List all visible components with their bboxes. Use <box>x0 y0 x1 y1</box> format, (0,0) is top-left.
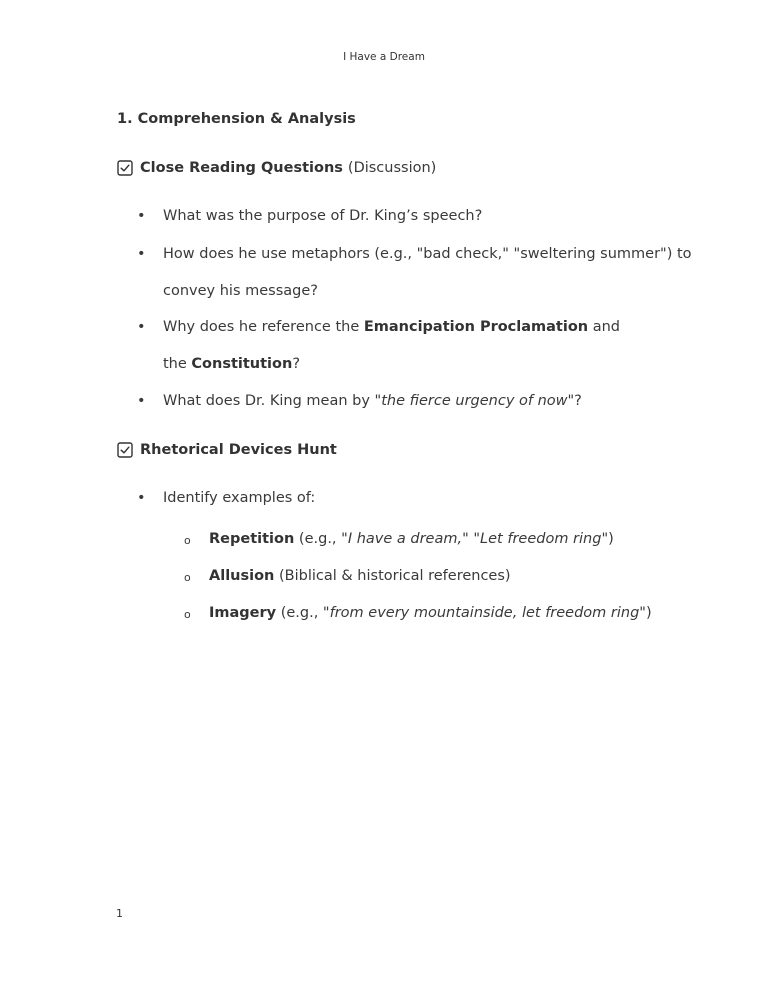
rhetorical-title: Rhetorical Devices Hunt <box>140 442 337 458</box>
close-reading-title: Close Reading Questions <box>140 160 343 176</box>
document-header-title: I Have a Dream <box>343 51 425 63</box>
question-reference-line1: Why does he reference the Emancipation Proclamation and <box>163 319 621 335</box>
emancipation-proclamation: Emancipation Proclamation <box>363 319 589 335</box>
bullet-marker: • <box>137 208 146 224</box>
close-reading-note: (Discussion) <box>347 160 437 176</box>
question-metaphors-line1: How does he use metaphors (e.g., "bad check," "sweltering summer") to <box>163 246 692 262</box>
question-purpose: What was the purpose of Dr. King’s speech? <box>163 208 483 224</box>
rhetorical-heading <box>117 442 337 458</box>
question-reference-line2: the Constitution? <box>163 356 301 372</box>
page-number: 1 <box>116 907 123 920</box>
bullet-marker: • <box>137 246 146 262</box>
bullet-marker: • <box>137 319 146 335</box>
identify-examples: Identify examples of: <box>163 490 316 506</box>
device-repetition: Repetition (e.g., "I have a dream," "Let freedom ring") <box>209 531 614 547</box>
bullet-marker: • <box>137 490 146 506</box>
question-urgency: What does Dr. King mean by "the fierce urgency of now"? <box>163 393 582 409</box>
sub-bullet-marker: o <box>184 534 191 547</box>
checkbox-checked-icon <box>117 160 133 176</box>
section-heading: 1. Comprehension & Analysis <box>117 111 356 127</box>
bullet-marker: • <box>137 393 146 409</box>
sub-bullet-marker: o <box>184 571 191 584</box>
question-metaphors-line2: convey his message? <box>163 283 318 299</box>
close-reading-heading <box>117 160 436 176</box>
constitution: Constitution <box>191 356 293 372</box>
urgency-quote: the fierce urgency of now <box>381 393 568 409</box>
device-imagery: Imagery (e.g., "from every mountainside, let freedom ring") <box>209 605 652 621</box>
sub-bullet-marker: o <box>184 608 191 621</box>
device-allusion: Allusion (Biblical & historical references) <box>209 568 511 584</box>
checkbox-checked-icon <box>117 442 133 458</box>
